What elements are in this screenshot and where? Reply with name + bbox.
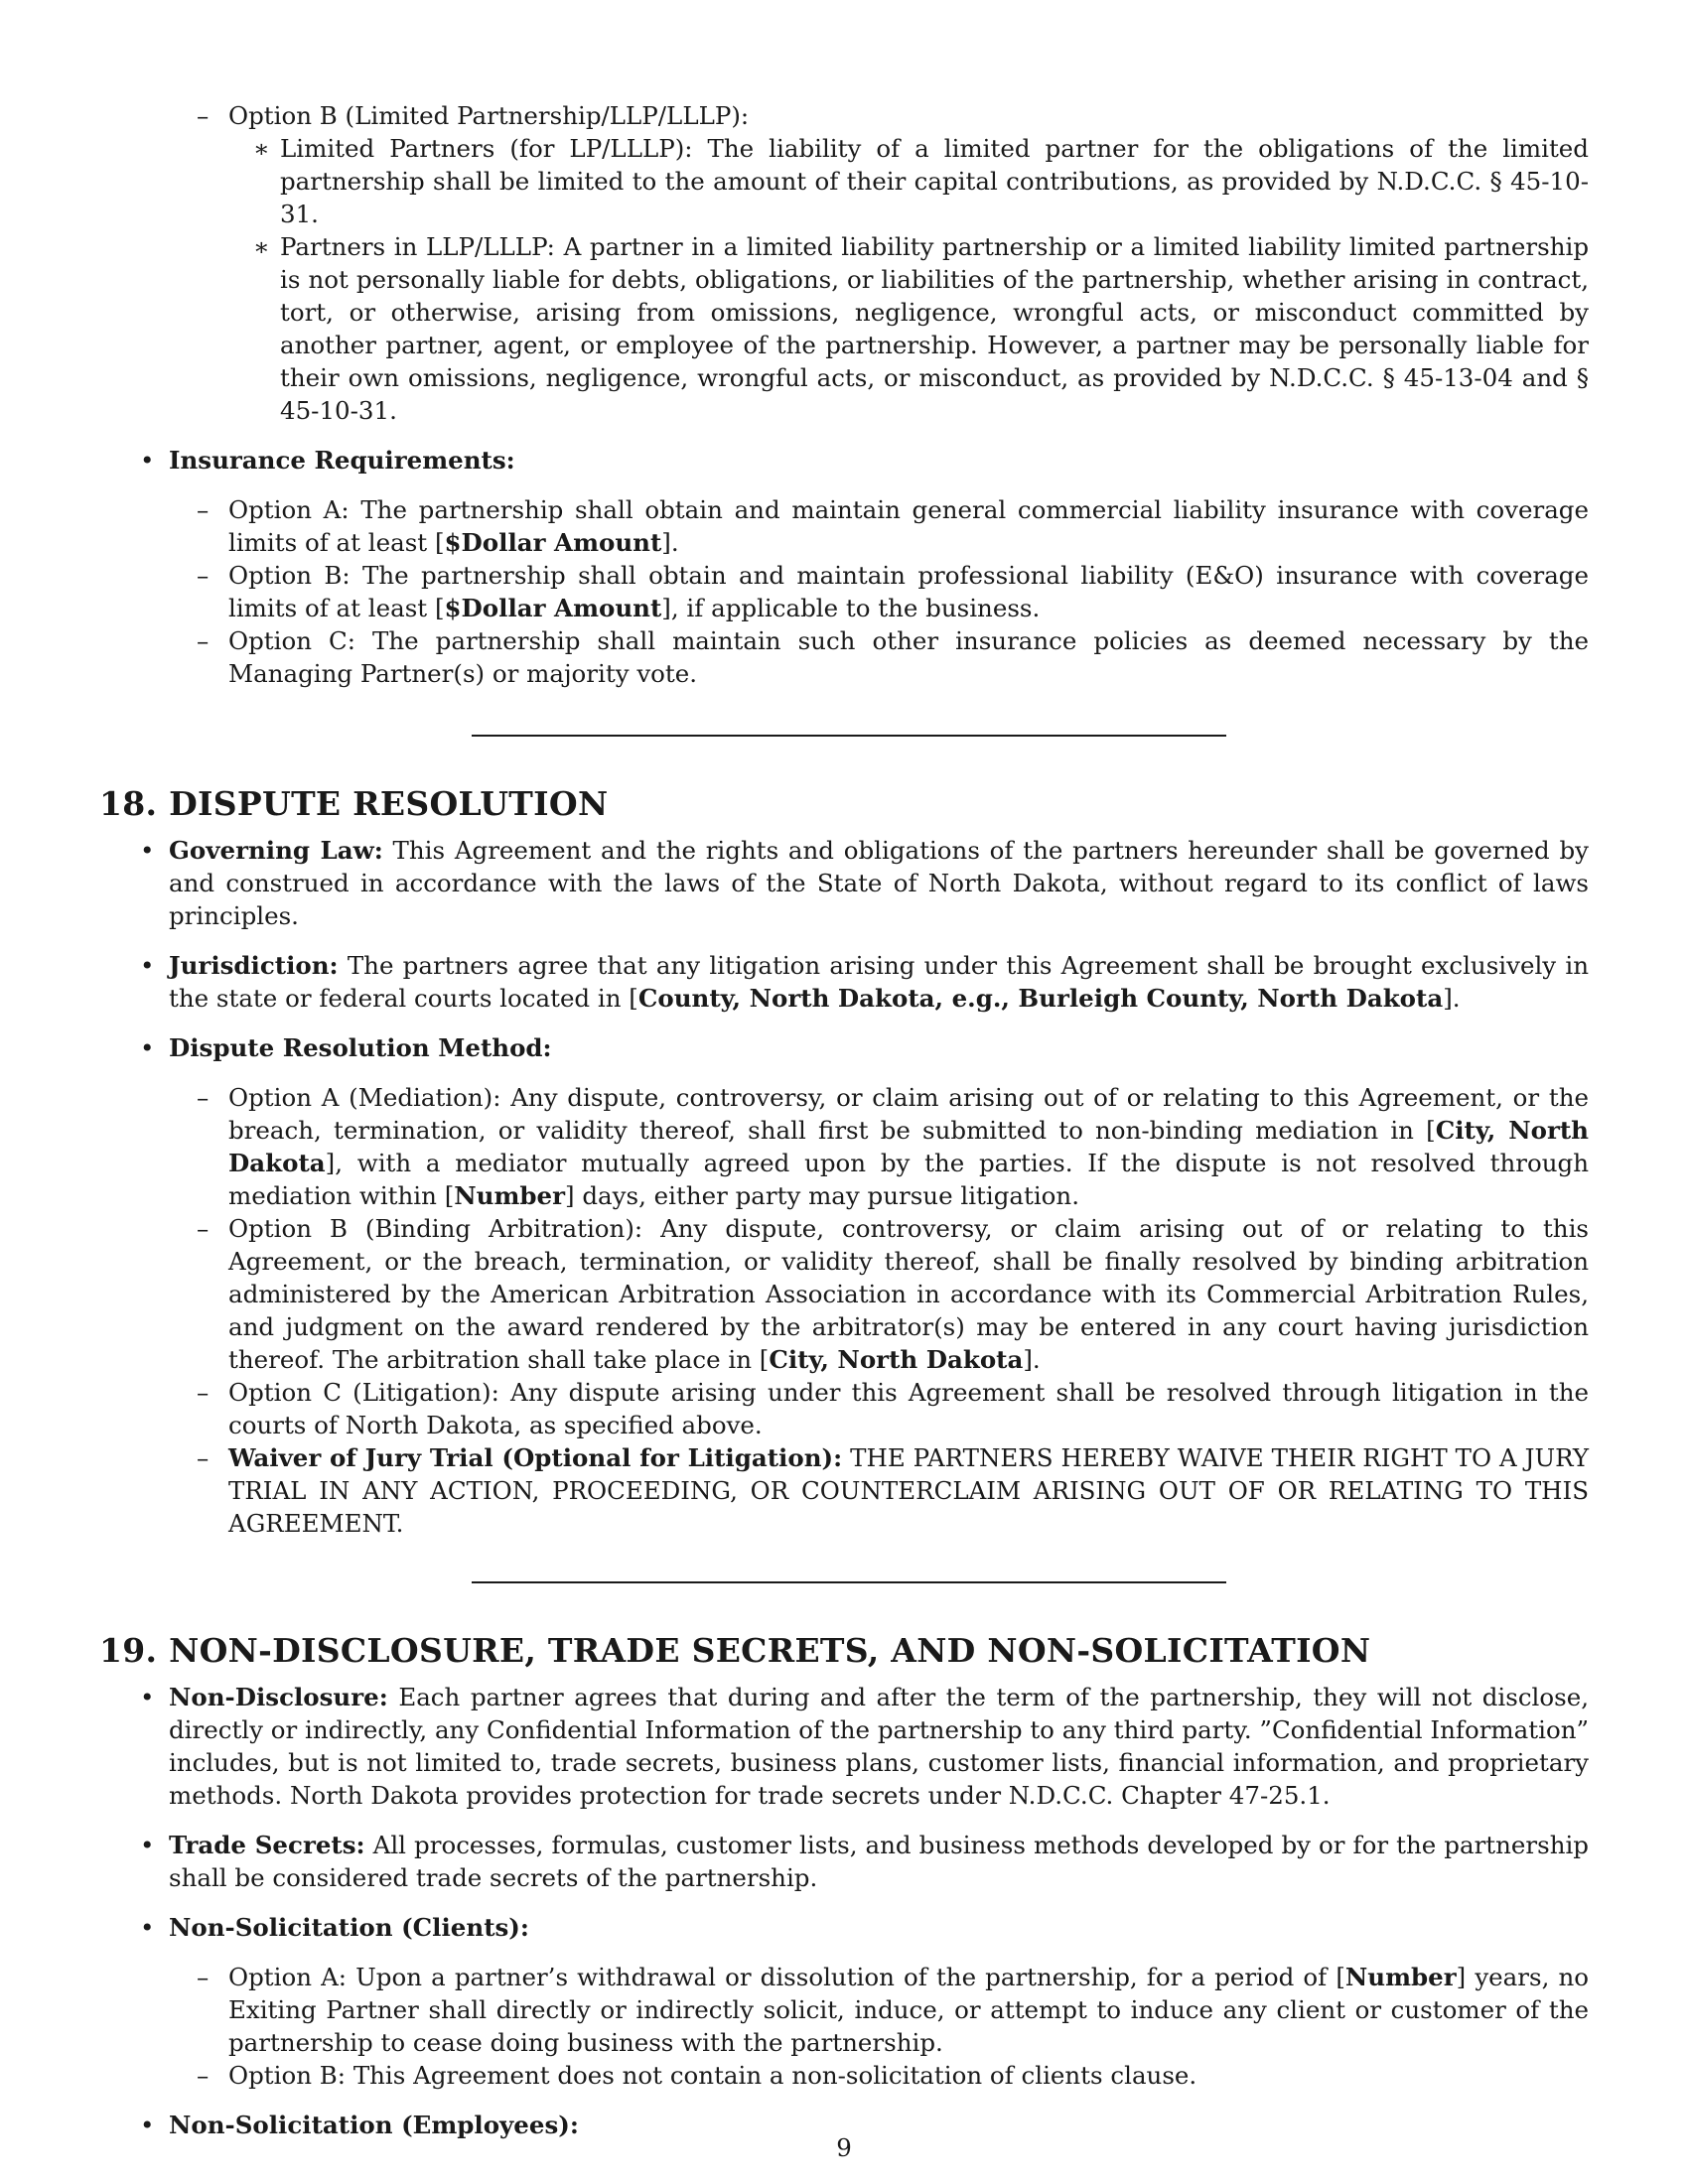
governing-law-label: Governing Law:: [169, 836, 383, 865]
bullet-marker: •: [140, 446, 155, 475]
page-content: [99, 99, 1589, 2158]
non-solicitation-clients-label: Non-Solicitation (Clients):: [169, 1913, 529, 1942]
non-solicitation-option-b: Option B: This Agreement does not contain a non-solicitation of clients clause.: [228, 2061, 1197, 2090]
liability-options-list: [99, 99, 1589, 427]
insurance-list: [99, 444, 1589, 690]
dash-marker: –: [197, 1214, 210, 1243]
page-number: 9: [836, 2133, 852, 2162]
list-item: [197, 1441, 1589, 1540]
dispute-method-options: [99, 1081, 1589, 1540]
dash-marker: –: [197, 1443, 210, 1472]
list-item: [197, 493, 1589, 559]
asterisk-marker: ∗: [253, 134, 270, 163]
list-item: [197, 559, 1589, 624]
non-solicitation-option-a: Option A: Upon a partner’s withdrawal or dissolution of the partnership, for a period of [Number] years, no Exiting Partner shall directly or indirectly solicit, induce, or attempt to induce any client or customer of the partnership to cease doing business with the partnership.: [228, 1963, 1589, 2057]
limited-partners-text: Limited Partners (for LP/LLLP): The liability of a limited partner for the obligations of the limited partnership shall be limited to the amount of their capital contributions, as provided by N.D.C.C. § 45-10-31.: [280, 134, 1589, 228]
bullet-marker: •: [140, 836, 155, 865]
section-divider: [472, 735, 1226, 737]
jurisdiction-item: • Jurisdiction: The partners agree that any litigation arising under this Agreement shall be brought exclusively in the state or federal courts located in [County, North Dakota, e.g., Burleigh County, North Dakota].: [140, 951, 1589, 1013]
dispute-method-label: Dispute Resolution Method:: [169, 1033, 552, 1062]
non-disclosure-label: Non-Disclosure:: [169, 1683, 388, 1711]
list-item: [197, 1081, 1589, 1212]
bullet-marker: •: [140, 1913, 155, 1942]
insurance-option-a: Option A: The partnership shall obtain and maintain general commercial liability insurance with coverage limits of at least [$Dollar Amount].: [228, 495, 1589, 557]
option-b-sublist: [228, 132, 1589, 427]
list-item: [197, 99, 1589, 427]
list-item: [197, 1376, 1589, 1441]
option-b-title: Option B (Limited Partnership/LLP/LLLP):: [228, 101, 750, 130]
dash-marker: –: [197, 1083, 210, 1112]
non-solicitation-employees-label: Non-Solicitation (Employees):: [169, 2111, 579, 2139]
trade-secrets-label: Trade Secrets:: [169, 1831, 365, 1859]
jury-waiver: Waiver of Jury Trial (Optional for Litigation): THE PARTNERS HEREBY WAIVE THEIR RIGHT TO A JURY TRIAL IN ANY ACTION, PROCEEDING, OR COUNTERCLAIM ARISING OUT OF OR RELATING TO THIS AGREEMENT.: [228, 1443, 1589, 1538]
list-item: [253, 132, 1589, 230]
dash-marker: –: [197, 1963, 210, 1991]
insurance-options: [99, 493, 1589, 690]
jurisdiction-label: Jurisdiction:: [169, 951, 339, 980]
dash-marker: –: [197, 626, 210, 655]
governing-law-item: [140, 834, 1590, 932]
insurance-option-c: Option C: The partnership shall maintain such other insurance policies as deemed necessary by the Managing Partner(s) or majority vote.: [228, 626, 1589, 688]
dash-marker: –: [197, 101, 210, 130]
bullet-marker: •: [140, 1831, 155, 1859]
section-divider: [472, 1581, 1226, 1583]
trade-secrets-item: [140, 1829, 1589, 1894]
arbitration-option: Option B (Binding Arbitration): Any dispute, controversy, or claim arising out of or relating to this Agreement, or the breach, termination, or validity thereof, shall be finally resolved by binding arbitration administered by the American Arbitration Association in accordance with its Commercial Arbitration Rules, and judgment on the award rendered by the arbitrator(s) may be entered in any court having jurisdiction thereof. The arbitration shall take place in [City, North Dakota].: [228, 1214, 1589, 1374]
bullet-marker: •: [140, 951, 155, 980]
jurisdiction-placeholder: County, North Dakota, e.g., Burleigh County, North Dakota: [637, 984, 1444, 1013]
list-item: [253, 230, 1589, 427]
llp-partners-text: Partners in LLP/LLLP: A partner in a limited liability partnership or a limited liability limited partnership is not personally liable for debts, obligations, or liabilities of the partnership, whether arising in contract, tort, or otherwise, arising from omissions, negligence, wrongful acts, or misconduct committed by another partner, agent, or employee of the partnership. However, a partner may be personally liable for their own omissions, negligence, wrongful acts, or misconduct, as provided by N.D.C.C. § 45-13-04 and § 45-10-31.: [280, 232, 1589, 425]
non-solicitation-clients-item: [140, 1911, 1589, 2092]
bullet-marker: •: [140, 2111, 155, 2139]
insurance-option-b: Option B: The partnership shall obtain and maintain professional liability (E&O) insurance with coverage limits of at least [$Dollar Amount], if applicable to the business.: [228, 561, 1589, 622]
list-item: [197, 2059, 1589, 2092]
trade-secrets-text: All processes, formulas, customer lists, and business methods developed by or for the partnership shall be considered trade secrets of the partnership.: [169, 1831, 1589, 1892]
section-18-heading: 18. DISPUTE RESOLUTION: [99, 784, 609, 823]
asterisk-marker: ∗: [253, 232, 270, 261]
governing-law-text: This Agreement and the rights and obligations of the partners hereunder shall be governed by and construed in accordance with the laws of the State of North Dakota, without regard to its conflict of laws principles.: [169, 836, 1590, 930]
mediation-option: Option A (Mediation): Any dispute, controversy, or claim arising out of or relating to this Agreement, or the breach, termination, or validity thereof, shall first be submitted to non-binding mediation in [City, North Dakota], with a mediator mutually agreed upon by the parties. If the dispute is not resolved through mediation within [Number] days, either party may pursue litigation.: [228, 1083, 1589, 1210]
insurance-heading: Insurance Requirements:: [169, 446, 515, 475]
non-solicitation-clients-options: [99, 1961, 1589, 2092]
list-item: [197, 1961, 1589, 2059]
bullet-marker: •: [140, 1033, 155, 1062]
non-disclosure-text: Each partner agrees that during and after the term of the partnership, they will not disclose, directly or indirectly, any Confidential Information of the partnership to any third party. ”Confidential Information” includes, but is not limited to, trade secrets, business plans, customer lists, financial information, and proprietary methods. North Dakota provides protection for trade secrets under N.D.C.C. Chapter 47-25.1.: [169, 1683, 1589, 1810]
insurance-item: [140, 444, 1589, 690]
section-18-list: [99, 834, 1589, 1540]
list-item: [197, 1212, 1589, 1376]
dash-marker: –: [197, 495, 210, 524]
list-item: [197, 624, 1589, 690]
dash-marker: –: [197, 561, 210, 590]
non-disclosure-item: [140, 1681, 1589, 1812]
dispute-method-item: [140, 1031, 1589, 1540]
section-19-list: [99, 1681, 1589, 2141]
section-19-heading: 19. NON-DISCLOSURE, TRADE SECRETS, AND NON-SOLICITATION: [99, 1631, 1371, 1670]
bullet-marker: •: [140, 1683, 155, 1711]
dash-marker: –: [197, 2061, 210, 2090]
dash-marker: –: [197, 1378, 210, 1407]
litigation-option: Option C (Litigation): Any dispute arising under this Agreement shall be resolved through litigation in the courts of North Dakota, as specified above.: [228, 1378, 1589, 1439]
